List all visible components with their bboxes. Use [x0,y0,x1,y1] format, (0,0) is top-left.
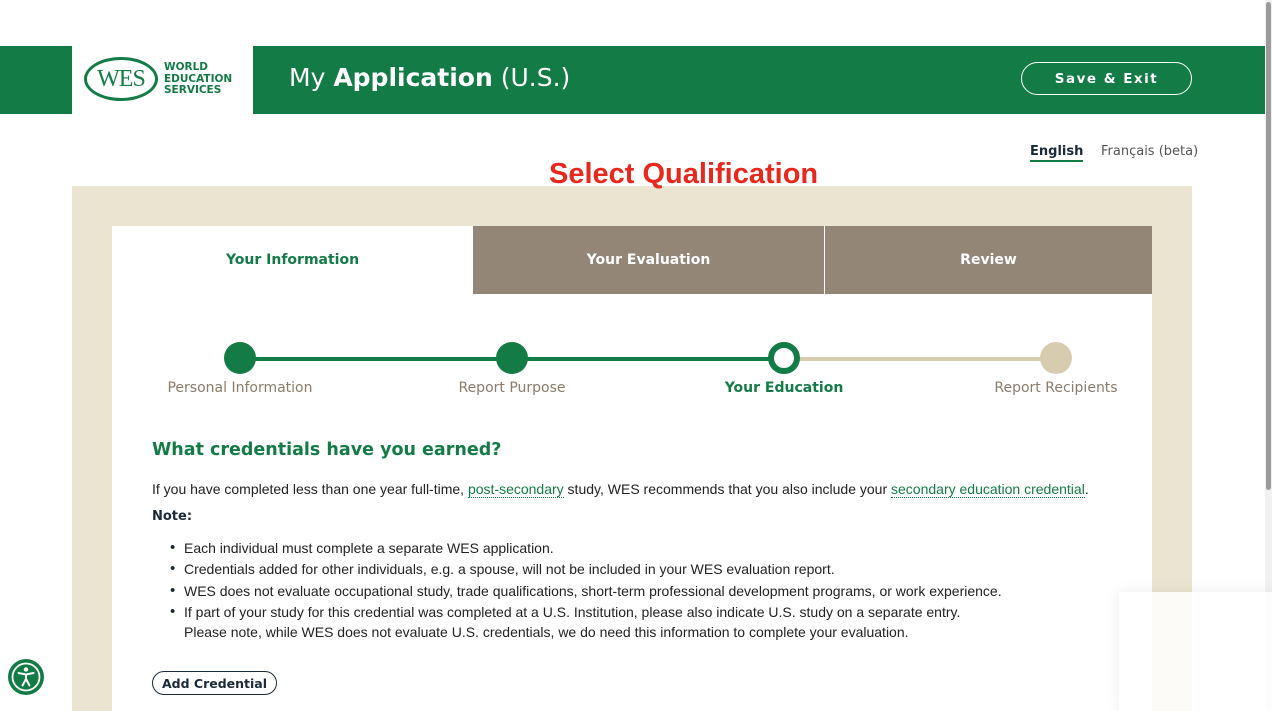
logo-line: SERVICES [164,84,222,96]
wes-logo[interactable] [72,46,253,114]
step-label-your-education: Your Education [724,380,844,396]
logo-line: WORLD [164,61,208,73]
note-item [170,602,1002,642]
scrollbar-thumb[interactable] [1266,2,1271,490]
wes-logo-mark: WES [84,57,158,101]
tab-review[interactable]: Review [825,226,1152,294]
note-item-text: If part of your study for this credential was completed at a U.S. Institution, please also indicate U.S. study on a separate entry. [184,603,961,620]
accessibility-icon [8,659,44,695]
stepper-remaining-line [784,357,1056,361]
language-french-link[interactable]: Français (beta) [1101,144,1199,159]
note-item-text: Each individual must complete a separate WES application. [184,540,554,556]
step-label-personal-information: Personal Information [167,380,313,396]
note-item-text-continued: Please note, while WES does not evaluate U.S. credentials, we do need this information to complete your evaluation. [184,623,909,640]
post-secondary-link[interactable]: post-secondary [467,481,564,497]
notes-list [170,538,1002,643]
note-item [170,538,1002,558]
add-credential-button[interactable]: Add Credential [152,671,277,695]
app-title-prefix: My [289,63,334,92]
note-item-text: Credentials added for other individuals, e.g. a spouse, will not be included in your WES evaluation report. [184,561,835,578]
credentials-intro [152,481,1089,497]
note-item [170,559,1002,579]
step-dot-report-purpose [496,342,528,374]
floating-overlay-panel [1119,592,1272,711]
language-english-link[interactable]: English [1030,144,1083,162]
select-qualification-annotation: Select Qualification [549,158,819,190]
app-title-bold: Application [333,63,493,92]
note-item-text: WES does not evaluate occupational study, trade qualifications, short-term professional development programs, or work experience. [184,582,1002,599]
app-title [289,63,570,92]
note-label: Note: [152,509,193,524]
tab-your-information[interactable]: Your Information [112,226,473,294]
save-exit-button[interactable]: Save & Exit [1021,62,1192,95]
intro-text: . [1084,481,1089,497]
step-label-report-recipients: Report Recipients [994,380,1118,396]
accessibility-button[interactable] [8,659,44,695]
step-dot-report-recipients [1040,342,1072,374]
secondary-education-credential-link[interactable]: secondary education credential [891,481,1085,497]
step-label-report-purpose: Report Purpose [458,380,566,396]
credentials-heading: What credentials have you earned? [152,440,502,460]
intro-text: study, WES recommends that you also include your [563,481,892,497]
intro-text: If you have completed less than one year full-time, [152,481,468,497]
note-item [170,581,1002,601]
logo-line: EDUCATION [164,72,233,85]
step-dot-your-education [768,342,800,374]
top-header [0,46,1272,114]
tab-your-evaluation[interactable]: Your Evaluation [473,226,824,294]
wes-logo-wordmark [164,62,232,97]
app-title-suffix: (U.S.) [492,63,571,92]
step-dot-personal-information [224,342,256,374]
